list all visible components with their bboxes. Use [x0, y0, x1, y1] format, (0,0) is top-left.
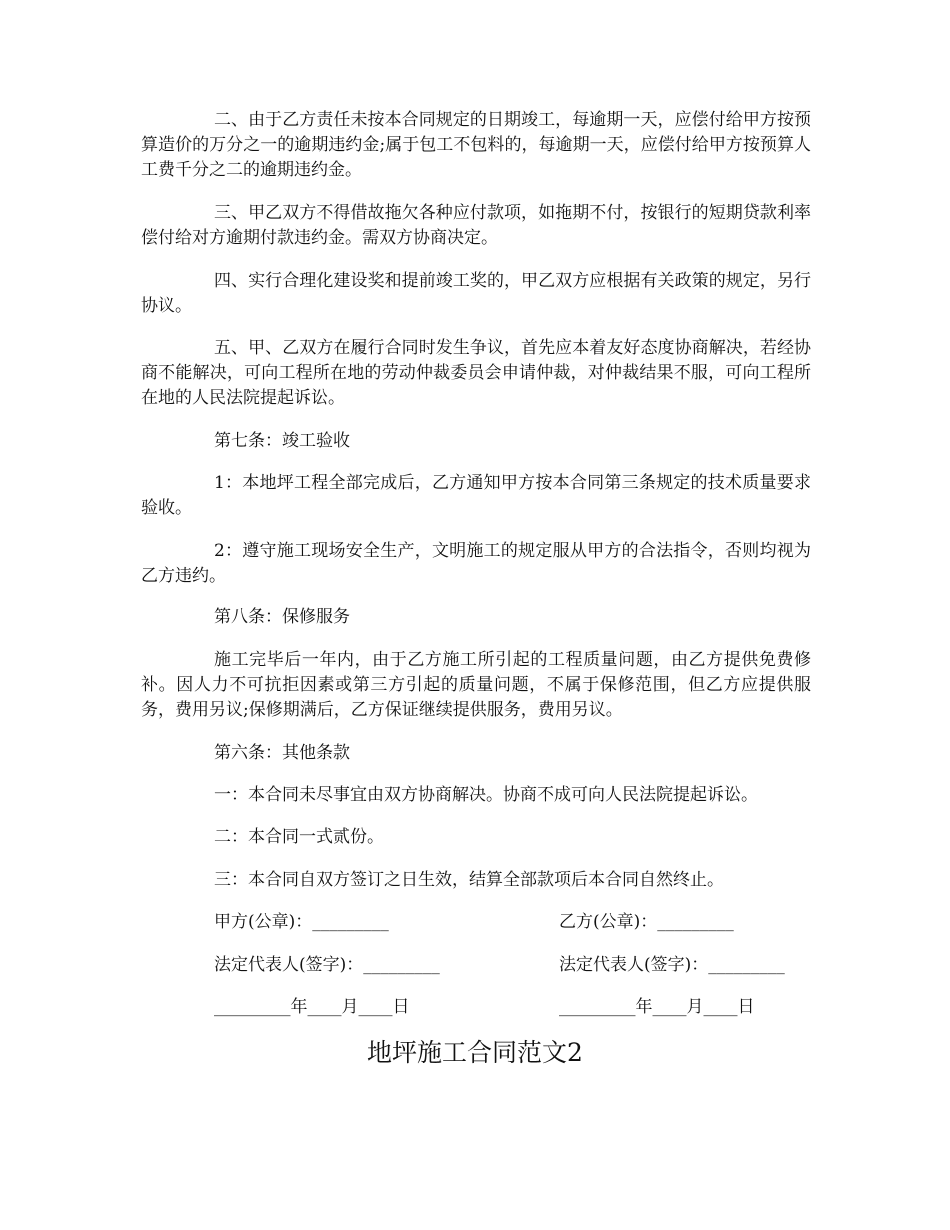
article-6-heading: 第六条：其他条款	[214, 743, 350, 763]
clause-rewards: 四、实行合理化建设奖和提前竣工奖的，甲乙双方应根据有关政策的规定，另行协议。	[141, 271, 811, 316]
party-a-date: _________年____月____日	[214, 997, 410, 1017]
party-a-seal: 甲方(公章)：_________	[214, 912, 389, 932]
clause-overdue-payment: 三、甲乙双方不得借故拖欠各种应付款项，如拖期不付，按银行的短期贷款利率偿付给对方逾期付款违约金。需双方协商决定。	[141, 203, 811, 248]
party-b-representative: 法定代表人(签字)：_________	[559, 955, 785, 975]
party-b-date: _________年____月____日	[559, 997, 755, 1017]
clause-disputes: 五、甲、乙双方在履行合同时发生争议，首先应本着友好态度协商解决，若经协商不能解决，可向工程所在地的劳动仲裁委员会申请仲裁，对仲裁结果不服，可向工程所在地的人民法院提起诉讼。	[141, 338, 811, 408]
party-a-representative: 法定代表人(签字)：_________	[214, 955, 440, 975]
other-clause-2: 二：本合同一式贰份。	[214, 827, 384, 847]
other-clause-1: 一：本合同未尽事宜由双方协商解决。协商不成可向人民法院提起诉讼。	[214, 785, 758, 805]
article-8-heading: 第八条：保修服务	[214, 607, 350, 627]
party-b-seal: 乙方(公章)：_________	[559, 912, 734, 932]
other-clause-3: 三：本合同自双方签订之日生效，结算全部款项后本合同自然终止。	[214, 870, 724, 890]
article-7-item-2: 2：遵守施工现场安全生产，文明施工的规定服从甲方的合法指令，否则均视为乙方违约。	[141, 541, 811, 586]
article-8-body: 施工完毕后一年内，由于乙方施工所引起的工程质量问题，由乙方提供免费修补。因人力不可抗拒因素或第三方引起的质量问题，不属于保修范围，但乙方应提供服务，费用另议;保修期满后，乙方保证继续提供服务，费用另议。	[141, 650, 811, 720]
article-7-heading: 第七条：竣工验收	[214, 431, 350, 451]
clause-overdue-completion: 二、由于乙方责任未按本合同规定的日期竣工，每逾期一天，应偿付给甲方按预算造价的万分之一的逾期违约金;属于包工不包料的，每逾期一天，应偿付给甲方按预算人工费千分之二的逾期违约金。	[141, 110, 811, 180]
next-section-title: 地坪施工合同范文2	[367, 1038, 583, 1067]
article-7-item-1: 1：本地坪工程全部完成后，乙方通知甲方按本合同第三条规定的技术质量要求验收。	[141, 473, 811, 518]
